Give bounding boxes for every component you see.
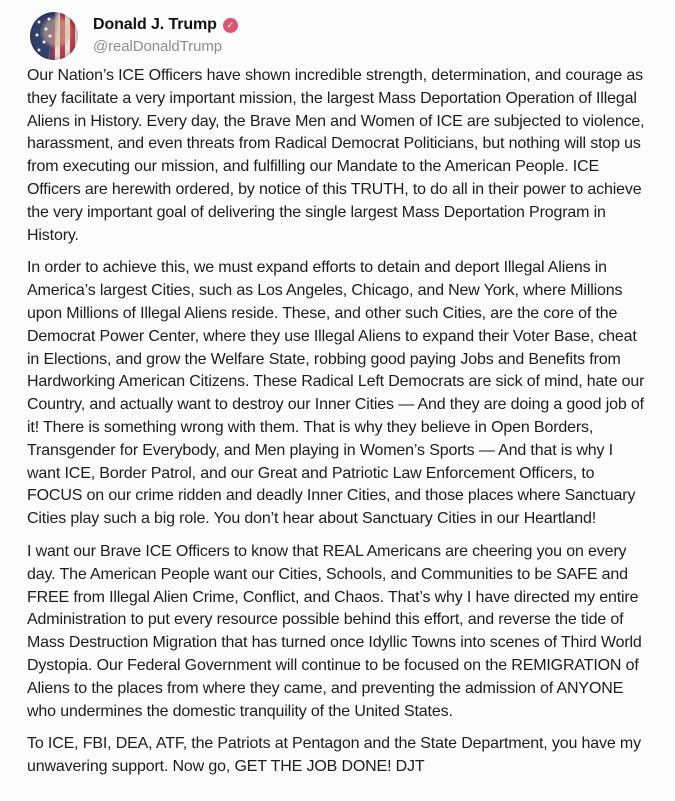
author-handle[interactable]: @realDonaldTrump: [93, 38, 222, 55]
post-header: [27, 12, 648, 60]
author-identity: [93, 12, 238, 55]
author-display-name[interactable]: Donald J. Trump: [93, 16, 217, 33]
post-paragraph-1: Our Nation’s ICE Officers have shown incredible strength, determination, and courage as they facilitate a very important mission, the largest Mass Deportation Operation of Illegal Aliens in History. Every day, the Brave Men and Women of ICE are subjected to violence, harassment, and even threats from Radical Democrat Politicians, but nothing will stop us from executing our mission, and fulfilling our Mandate to the American People. ICE Officers are herewith ordered, by notice of this TRUTH, to do all in their power to achieve the very important goal of delivering the single largest Mass Deportation Program in History.: [27, 67, 645, 244]
post-paragraph-3: I want our Brave ICE Officers to know that REAL Americans are cheering you on every day. The American People want our Cities, Schools, and Communities to be SAFE and FREE from Illegal Alien Crime, Conflict, and Chaos. That’s why I have directed my entire Administration to put every resource possible behind this effort, and reverse the tide of Mass Destruction Migration that has turned once Idyllic Towns into scenes of Third World Dystopia. Our Federal Government will continue to be focused on the REMIGRATION of Aliens to the places from where they came, and preventing the admission of ANYONE who undermines the domestic tranquility of the United States.: [27, 542, 642, 720]
verified-check-icon: ✓: [223, 18, 238, 33]
flag-face-avatar-icon[interactable]: [30, 12, 78, 60]
author-name-row: [93, 16, 238, 34]
post-paragraph-2: In order to achieve this, we must expand efforts to detain and deport Illegal Aliens in America’s largest Cities, such as Los Angeles, Chicago, and New York, where Millions upon Millions of Illegal Aliens reside. These, and other such Cities, are the core of the Democrat Power Center, where they use Illegal Aliens to expand their Voter Base, cheat in Elections, and grow the Welfare State, robbing good paying Jobs and Benefits from Hardworking American Citizens. These Radical Left Democrats are sick of mind, hate our Country, and actually want to destroy our Inner Cities — And they are doing a good job of it! There is something wrong with them. That is why they believe in Open Borders, Transgender for Everybody, and Men playing in Women’s Sports — And that is why I want ICE, Border Patrol, and our Great and Patriotic Law Enforcement Officers, to FOCUS on our crime ridden and deadly Inner Cities, and those places where Sanctuary Cities play such a big role. You don’t hear about Sanctuary Cities in our Heartland!: [27, 259, 645, 528]
post-paragraph-4: To ICE, FBI, DEA, ATF, the Patriots at Pentagon and the State Department, you have my unwavering support. Now go, GET THE JOB DONE! DJT: [27, 735, 641, 776]
post-body: [27, 65, 648, 779]
